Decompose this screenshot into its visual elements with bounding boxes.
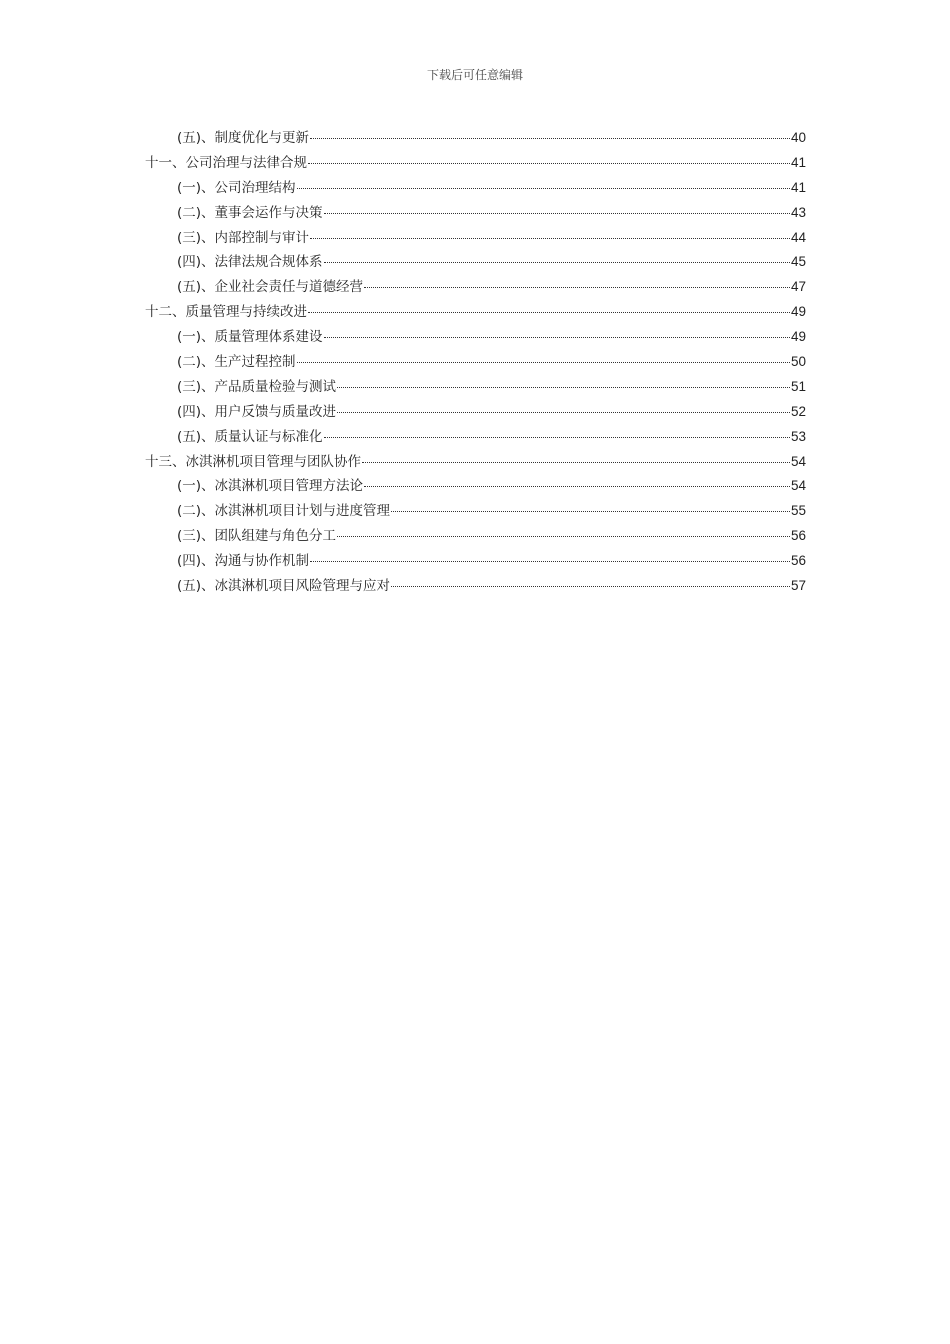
toc-entry[interactable] [145,176,806,201]
toc-dot-leader [310,561,790,562]
toc-page-number: 57 [790,578,806,594]
toc-page-number: 52 [790,403,806,419]
toc-entry[interactable] [145,350,806,375]
toc-entry[interactable] [145,250,806,275]
toc-entry[interactable] [145,425,806,450]
toc-dot-leader [324,262,790,263]
toc-entry[interactable] [145,574,806,599]
toc-entry-title: (五)、企业社会责任与道德经营 [177,279,364,296]
toc-dot-leader [391,511,790,512]
toc-entry-title: (一)、冰淇淋机项目管理方法论 [177,478,364,495]
toc-entry-title: (五)、制度优化与更新 [177,130,310,146]
toc-dot-leader [364,486,790,487]
toc-entry[interactable] [145,524,806,549]
toc-page-number: 54 [790,453,806,469]
toc-entry-title: (三)、内部控制与审计 [177,229,310,246]
toc-entry-title: 十二、质量管理与持续改进 [145,304,307,321]
toc-dot-leader [337,412,790,413]
toc-page-number: 53 [790,428,806,444]
toc-page-number: 43 [790,204,806,220]
toc-entry[interactable] [145,549,806,574]
toc-page-number: 56 [790,528,806,544]
toc-dot-leader [324,213,790,214]
toc-entry-title: (二)、董事会运作与决策 [177,204,323,221]
toc-page-number: 47 [790,279,806,295]
toc-dot-leader [364,287,790,288]
toc-dot-leader [324,437,790,438]
toc-entry[interactable] [145,126,806,151]
toc-page-number: 49 [790,304,806,320]
toc-entry[interactable] [145,151,806,176]
toc-entry-title: (三)、产品质量检验与测试 [177,378,337,395]
toc-entry-title: (四)、用户反馈与质量改进 [177,403,337,420]
toc-dot-leader [297,188,790,189]
toc-entry-title: 十三、冰淇淋机项目管理与团队协作 [145,453,361,470]
toc-entry[interactable] [145,275,806,300]
toc-page-number: 56 [790,553,806,569]
toc-entry[interactable] [145,226,806,251]
toc-entry-title: (五)、质量认证与标准化 [177,428,323,445]
toc-entry[interactable] [145,300,806,325]
toc-entry[interactable] [145,325,806,350]
toc-entry[interactable] [145,450,806,475]
toc-page-number: 49 [790,329,806,345]
toc-entry-title: (二)、生产过程控制 [177,354,296,371]
toc-entry-title: (三)、团队组建与角色分工 [177,528,337,545]
toc-page-number: 41 [790,154,806,170]
toc-entry-title: (二)、冰淇淋机项目计划与进度管理 [177,503,391,520]
toc-entry-title: (四)、法律法规合规体系 [177,254,323,271]
table-of-contents [145,126,806,599]
toc-dot-leader [308,163,790,164]
toc-page-number: 55 [790,503,806,519]
toc-dot-leader [391,586,790,587]
header-note: 下载后可任意编辑 [426,68,523,82]
toc-dot-leader [324,337,790,338]
toc-entry[interactable] [145,474,806,499]
toc-dot-leader [362,462,790,463]
toc-entry[interactable] [145,201,806,226]
toc-dot-leader [337,387,790,388]
toc-dot-leader [337,536,790,537]
toc-dot-leader [308,312,790,313]
toc-page-number: 54 [790,478,806,494]
toc-entry-title: 十一、公司治理与法律合规 [145,154,307,171]
toc-entry[interactable] [145,499,806,524]
toc-entry-title: (一)、公司治理结构 [177,179,296,196]
toc-entry[interactable] [145,375,806,400]
toc-entry-title: (五)、冰淇淋机项目风险管理与应对 [177,578,391,595]
toc-page-number: 40 [790,130,806,145]
toc-dot-leader [297,362,790,363]
toc-dot-leader [310,238,790,239]
toc-entry-title: (一)、质量管理体系建设 [177,329,323,346]
toc-entry-title: (四)、沟通与协作机制 [177,553,310,570]
toc-entry[interactable] [145,400,806,425]
toc-dot-leader [310,138,790,139]
toc-page-number: 45 [790,254,806,270]
toc-page-number: 50 [790,354,806,370]
toc-page-number: 41 [790,179,806,195]
toc-page-number: 51 [790,378,806,394]
toc-page-number: 44 [790,229,806,245]
